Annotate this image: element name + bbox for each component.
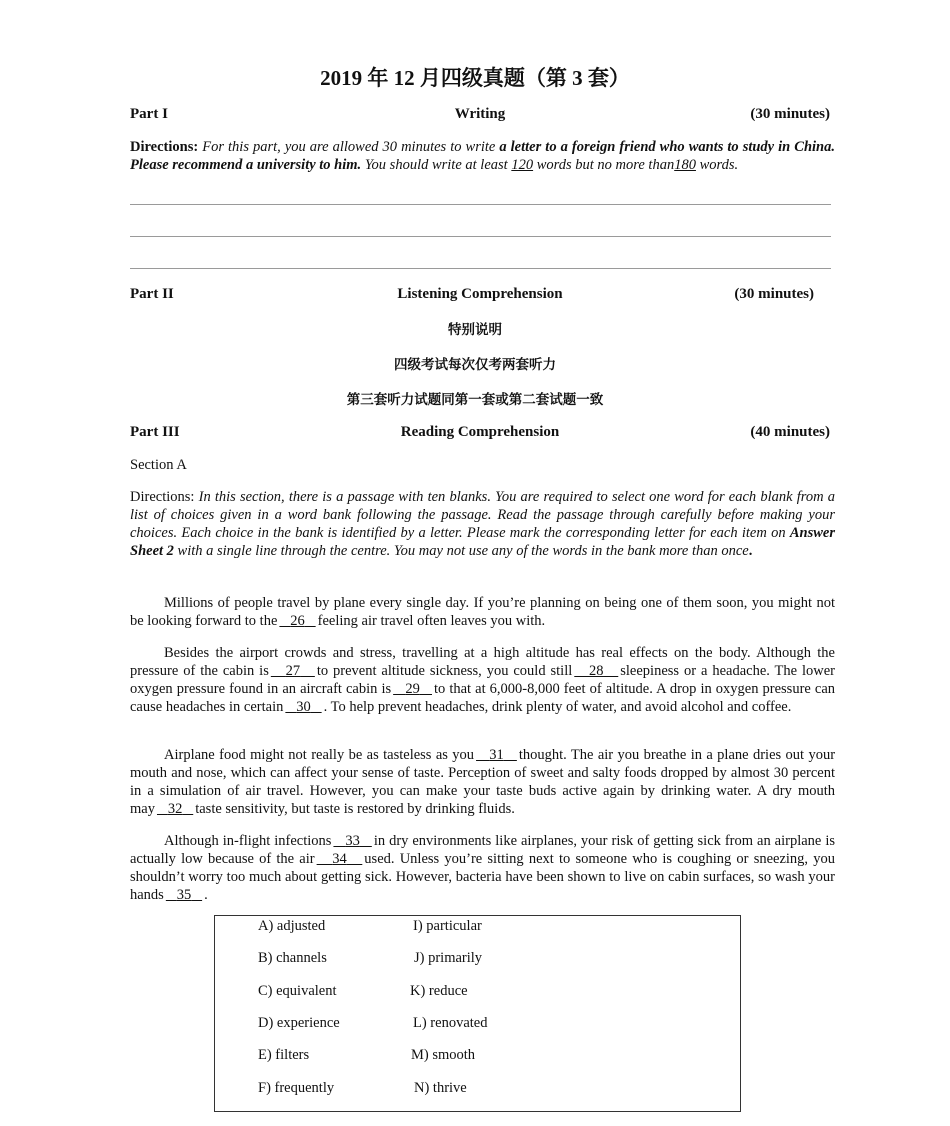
blank-number: 32 (167, 801, 183, 817)
blank-31 (474, 747, 519, 763)
listening-note-line: 四级考试每次仅考两套听力 (394, 357, 556, 373)
part2-time: (30 minutes) (734, 286, 814, 302)
directions-period: . (831, 139, 835, 155)
word-option: A) adjusted (258, 918, 326, 934)
blank-29 (391, 681, 434, 697)
blank-35 (164, 887, 204, 903)
blank-number: 34 (332, 851, 347, 867)
part3-label: Part III (130, 424, 180, 440)
blank-number: 35 (176, 887, 192, 903)
blank-number: 28 (589, 663, 604, 679)
answer-sheet-ref: Answer Sheet 2 (130, 525, 836, 559)
blank-27 (269, 663, 317, 679)
part1-label: Part I (130, 106, 168, 122)
word-option: L) renovated (413, 1015, 488, 1031)
directions-text: You should write at least (364, 157, 508, 173)
writing-line (130, 204, 831, 205)
part1-header (130, 106, 830, 126)
part1-name: Writing (454, 106, 506, 122)
word-option: F) frequently (258, 1080, 335, 1096)
passage-text: . (204, 887, 208, 903)
blank-number: 33 (345, 833, 360, 849)
directions-text: For this part, you are allowed 30 minutes to write (202, 139, 496, 155)
passage-text: Millions of people travel by plane every single day. If you’re planning on being one of them soon, you might not be looking forward to the (130, 595, 835, 629)
passage-text: taste sensitivity, but taste is restored by drinking fluids. (195, 801, 515, 817)
word-option: C) equivalent (258, 983, 337, 999)
passage-text: to prevent altitude sickness, you could still (316, 663, 573, 679)
passage-paragraph-3 (130, 746, 835, 818)
writing-line (130, 268, 831, 269)
blank-34 (315, 851, 365, 867)
section-a-label: Section A (130, 457, 187, 473)
passage-text: . To help prevent headaches, drink plenty of water, and avoid alcohol and coffee. (323, 699, 792, 715)
part1-time: (30 minutes) (750, 106, 830, 122)
directions-text: In this section, there is a passage with ten blanks. You are required to select one word for each blank from a list of choices given in a word bank following the passage. Read the passage through carefully before making your choices. Each choice in the bank is identified by a letter. Please mark the corresponding letter for each item on (130, 489, 835, 541)
passage-text: to that at 6,000-8,000 feet of altitude. A drop in oxygen pressure can cause headaches in certain (130, 681, 836, 715)
part2-name: Listening Comprehension (397, 286, 563, 302)
directions-label: Directions: (130, 139, 199, 155)
part2-label: Part II (130, 286, 174, 302)
passage-text: Although in-flight infections (164, 833, 332, 849)
listening-note-title: 特别说明 (448, 322, 502, 338)
blank-number: 29 (405, 681, 420, 697)
min-words: 120 (511, 157, 534, 173)
blank-30 (283, 699, 323, 715)
word-option: J) primarily (414, 950, 483, 966)
blank-number: 27 (285, 663, 301, 679)
blank-number: 30 (296, 699, 311, 715)
part3-name: Reading Comprehension (400, 424, 560, 440)
passage-paragraph-1 (130, 594, 835, 630)
passage-text: sleepiness or a headache. The lower oxygen pressure found in an aircraft cabin is (130, 663, 836, 697)
page-title: 2019 年 12 月四级真题（第 3 套） (320, 66, 630, 90)
word-option: M) smooth (411, 1047, 476, 1063)
directions-text: with a single line through the centre. You may not use any of the words in the bank more than once (177, 543, 749, 559)
word-option: N) thrive (414, 1080, 467, 1096)
part3-directions (130, 488, 835, 560)
passage-paragraph-4 (130, 832, 835, 904)
word-option: E) filters (258, 1047, 310, 1063)
part3-header (130, 424, 830, 444)
directions-period: . (748, 543, 753, 559)
word-option: D) experience (258, 1015, 340, 1031)
blank-28 (572, 663, 620, 679)
blank-32 (155, 801, 195, 817)
blank-number: 26 (290, 613, 305, 629)
listening-note-line: 第三套听力试题同第一套或第二套试题一致 (346, 392, 604, 408)
max-words: 180 (674, 157, 696, 173)
word-option: B) channels (258, 950, 327, 966)
part3-time: (40 minutes) (750, 424, 830, 440)
word-bank (214, 915, 741, 1112)
directions-text: words but no more than (536, 157, 675, 173)
passage-text: in dry environments like airplanes, your risk of getting sick from an airplane is actually low because of the air (130, 833, 836, 867)
writing-line (130, 236, 831, 237)
passage-text: Airplane food might not really be as tasteless as you (164, 747, 475, 763)
directions-topic: a letter to a foreign friend who wants to study in China (499, 139, 832, 155)
blank-26 (277, 613, 317, 629)
passage-paragraph-2 (130, 644, 835, 716)
part1-directions (130, 138, 835, 174)
word-option: I) particular (413, 918, 482, 934)
passage-text: thought. The air you breathe in a plane dries out your mouth and nose, which can affect your sense of taste. Perception of sweet and salty foods dropped by almost 30 percent in a simulation of air travel. However, you can make your taste buds active again by drinking water. A dry mouth may (130, 747, 836, 817)
word-option: K) reduce (410, 983, 468, 999)
passage-text: used. Unless you’re sitting next to someone who is coughing or sneezing, you shouldn’t worry too much about getting sick. However, bacteria have been shown to live on cabin surfaces, so wash your hands (130, 851, 836, 903)
directions-text: words. (699, 157, 739, 173)
directions-label: Directions: (130, 489, 195, 505)
blank-33 (331, 833, 373, 849)
part2-header (130, 286, 830, 306)
blank-number: 31 (489, 747, 504, 763)
passage-text: Besides the airport crowds and stress, travelling at a high altitude has real effects on the body. Although the pressure of the cabin is (130, 645, 835, 679)
passage-text: feeling air travel often leaves you with. (317, 613, 546, 629)
directions-task: Please recommend a university to him. (130, 157, 362, 173)
